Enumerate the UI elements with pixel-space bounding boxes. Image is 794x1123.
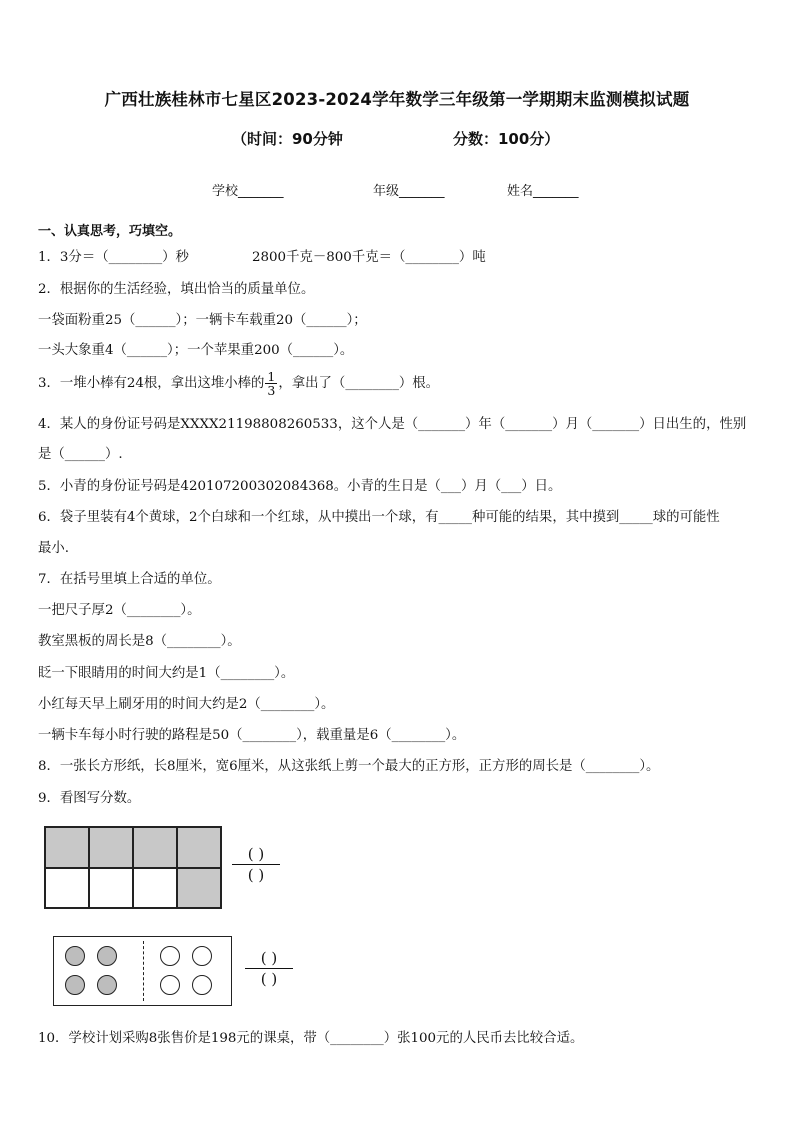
grid-cell [89, 868, 133, 909]
question-7: 7．在括号里填上合适的单位。 [38, 572, 221, 587]
circle-shaded [97, 975, 117, 995]
question-7d: 小红每天早上刷牙用的时间大约是2（________）。 [38, 697, 335, 712]
question-2b: 一头大象重4（______）；一个苹果重200（______）。 [38, 343, 354, 358]
circle-figure [53, 936, 232, 1006]
circle-shaded [65, 946, 85, 966]
question-3 [38, 370, 439, 397]
question-4b: 是（______）. [38, 447, 123, 462]
question-2: 2．根据你的生活经验，填出恰当的质量单位。 [38, 282, 315, 297]
question-4a: 4．某人的身份证号码是XXXX211988082605​33，这个人是（_______）年（_______）月（_______）日出生的，性别 [38, 417, 747, 432]
answer-numerator: ( ) [245, 948, 293, 969]
question-10: 10．学校计划采购8张售价是198元的课桌，带（________）张100元的人民币去比较合适。 [38, 1031, 584, 1046]
answer-denominator: ( ) [260, 970, 278, 988]
question-6a: 6．袋子里装有4个黄球，2个白球和一个红球，从中摸出一个球，有_____种可能的结果，其中摸到_____球的可能性 [38, 510, 720, 525]
grade-field: 年级_______ [373, 184, 445, 199]
fraction-one-third [265, 370, 277, 397]
question-5: 5．小青的身份证号码是420107200302084368。小青的生日是（___）月（___）日。 [38, 479, 562, 494]
grid-cell-shaded [45, 827, 89, 868]
question-7a: 一把尺子厚2（________）。 [38, 603, 201, 618]
question-3-tail: ，拿出了（________）根。 [278, 376, 440, 391]
name-field: 姓名_______ [507, 184, 579, 199]
exam-time: （时间：90分钟 [232, 130, 343, 148]
question-7c: 眨一下眼睛用的时间大约是1（________）。 [38, 666, 295, 681]
fraction-denominator: 3 [267, 383, 276, 398]
page-title: 广西壮族桂林市七星区2023-2024学年数学三年级第一学期期末监测模拟试题 [104, 90, 690, 109]
circle-shaded [97, 946, 117, 966]
question-2a: 一袋面粉重25（______）；一辆卡车载重20（______）； [38, 313, 367, 328]
circle-empty [160, 946, 180, 966]
circle-empty [160, 975, 180, 995]
fraction-grid [44, 826, 222, 909]
grid-cell-shaded [177, 868, 221, 909]
dashed-divider [143, 941, 144, 1001]
question-6b: 最小. [38, 541, 70, 556]
circle-empty [192, 975, 212, 995]
question-7b: 教室黑板的周长是8（________）。 [38, 634, 241, 649]
grid-cell [133, 868, 177, 909]
grid-cell-shaded [89, 827, 133, 868]
grid-cell-shaded [133, 827, 177, 868]
answer-fraction-1 [232, 844, 280, 885]
question-7e: 一辆卡车每小时行驶的路程是50（________），载重量是6（________）。 [38, 728, 466, 743]
answer-numerator: ( ) [232, 844, 280, 865]
school-field: 学校_______ [212, 184, 284, 199]
question-8: 8．一张长方形纸，长8厘米，宽6厘米，从这张纸上剪一个最大的正方形，正方形的周长是（________）。 [38, 759, 660, 774]
circle-empty [192, 946, 212, 966]
exam-score: 分数：100分） [453, 130, 560, 148]
grid-cell [45, 868, 89, 909]
question-9: 9．看图写分数。 [38, 791, 141, 806]
section-heading: 一、认真思考，巧填空。 [38, 224, 182, 239]
circle-shaded [65, 975, 85, 995]
grid-cell-shaded [177, 827, 221, 868]
answer-denominator: ( ) [247, 866, 265, 884]
question-3-text: 3．一堆小棒有24根，拿出这堆小棒的 [38, 376, 265, 391]
answer-fraction-2 [245, 948, 293, 989]
question-1b: 2800千克－800千克＝（________）吨 [252, 250, 486, 265]
fraction-numerator: 1 [267, 369, 276, 384]
question-1a: 1．3分＝（________）秒 [38, 250, 189, 265]
